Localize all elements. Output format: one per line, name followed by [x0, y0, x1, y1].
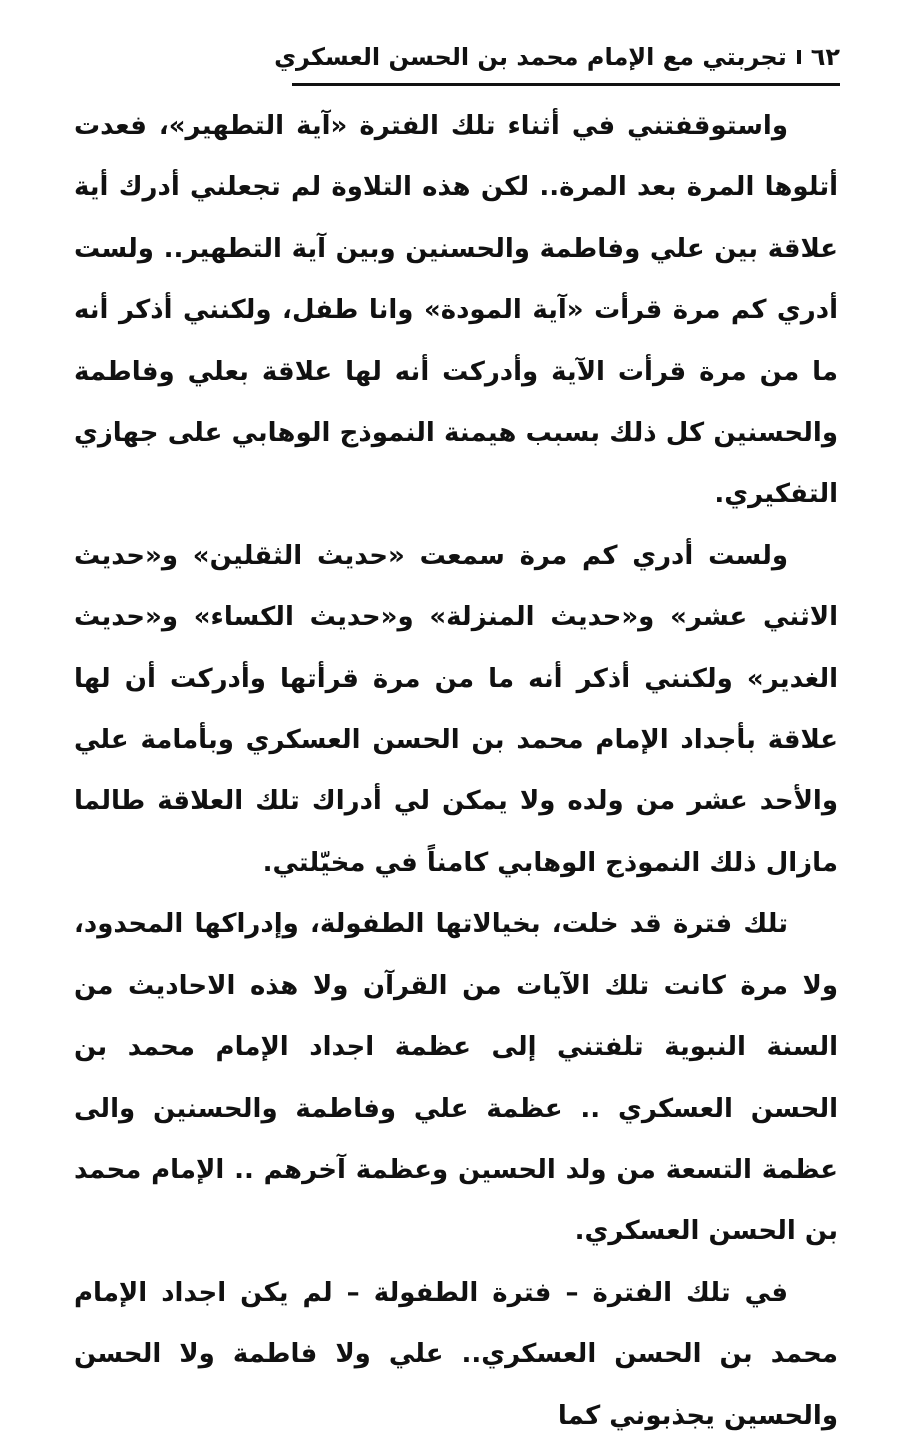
- square-ornament-icon: [797, 50, 801, 64]
- running-head: [274, 36, 840, 86]
- paragraph-4: في تلك الفترة – فترة الطفولة – لم يكن اجداد الإمام محمد بن الحسن العسكري.. علي ولا فاطمة ولا الحسن والحسين يجذبوني كما: [74, 1277, 838, 1431]
- paragraph-2: ولست أدري كم مرة سمعت «حديث الثقلين» و«حديث الاثني عشر» و«حديث المنزلة» و«حديث الكساء» و«حديث الغدير» ولكنني أذكر أنه ما من مرة قرأتها وأدركت أن لها علاقة بأجداد الإمام محمد بن الحسن العسكري وبأمامة علي والأحد عشر من ولده ولا يمكن لي أدراك تلك العلاقة طالما مازال ذلك النموذج الوهابي كامناً في مخيّلتي.: [74, 540, 838, 878]
- paragraph-3: تلك فترة قد خلت، بخيالاتها الطفولة، وإدراكها المحدود، ولا مرة كانت تلك الآيات من القرآن ولا هذه الاحاديث من السنة النبوية تلفتني إلى عظمة اجداد الإمام محمد بن الحسن العسكري .. عظمة علي وفاطمة والحسنين والى عظمة التسعة من ولد الحسين وعظمة آخرهم .. الإمام محمد بن الحسن العسكري.: [74, 909, 838, 1247]
- body-text: [74, 96, 838, 1447]
- paragraph-1: واستوقفتني في أثناء تلك الفترة «آية التطهير»، فعدت أتلوها المرة بعد المرة.. لكن هذه التلاوة لم تجعلني أدرك أية علاقة بين علي وفاطمة والحسنين وبين آية التطهير.. ولست أدري كم مرة قرأت «آية المودة» وانا طفل، ولكنني أذكر أنه ما من مرة قرأت الآية وأدركت أنه لها علاقة بعلي وفاطمة والحسنين كل ذلك بسبب هيمنة النموذج الوهابي على جهازي التفكيري.: [74, 111, 838, 510]
- page-number: ٦٢: [810, 42, 840, 71]
- running-head-title: تجربتي مع الإمام محمد بن الحسن العسكري: [274, 42, 787, 71]
